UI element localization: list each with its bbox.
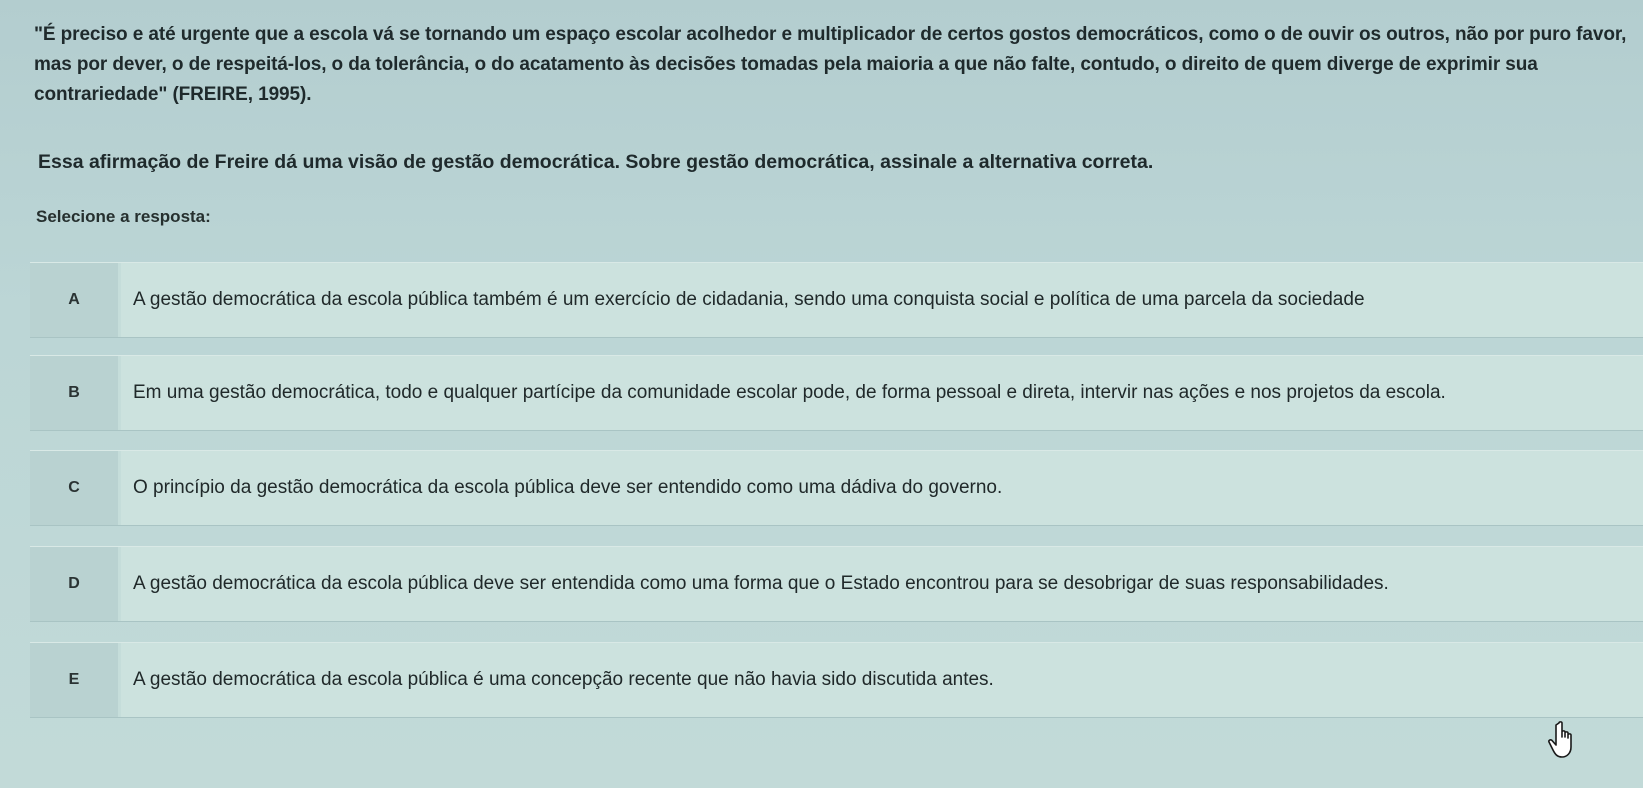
option-b[interactable] [30,355,1643,431]
option-a[interactable] [30,262,1643,338]
option-d[interactable] [30,546,1643,622]
option-text: O princípio da gestão democrática da escola pública deve ser entendido como uma dádiva do governo. [121,451,1643,525]
option-e[interactable] [30,642,1643,718]
answer-prompt: Selecione a resposta: [36,207,211,226]
question-quote: "É preciso e até urgente que a escola vá se tornando um espaço escolar acolhedor e multiplicador de certos gostos democráticos, como o de ouvir os outros, não por puro favor, mas por dever, o de respeitá-los, o da tolerância, o do acatamento às decisões tomadas pela maioria a que não falte, contudo, o direito de quem diverge de exprimir sua contrariedade" (FREIRE, 1995). [34,24,1627,105]
option-letter: D [30,547,118,621]
option-c[interactable] [30,450,1643,526]
option-text: Em uma gestão democrática, todo e qualquer partícipe da comunidade escolar pode, de forma pessoal e direta, intervir nas ações e nos projetos da escola. [121,356,1643,430]
option-letter: B [30,356,118,430]
option-text: A gestão democrática da escola pública é uma concepção recente que não havia sido discutida antes. [121,643,1643,717]
hand-pointer-icon [1547,720,1581,760]
option-text: A gestão democrática da escola pública também é um exercício de cidadania, sendo uma conquista social e política de uma parcela da sociedade [121,263,1643,337]
question-statement: Essa afirmação de Freire dá uma visão de gestão democrática. Sobre gestão democrática, assinale a alternativa correta. [38,151,1154,173]
option-text: A gestão democrática da escola pública deve ser entendida como uma forma que o Estado encontrou para se desobrigar de suas responsabilidades. [121,547,1643,621]
option-letter: C [30,451,118,525]
option-letter: A [30,263,118,337]
option-letter: E [30,643,118,717]
